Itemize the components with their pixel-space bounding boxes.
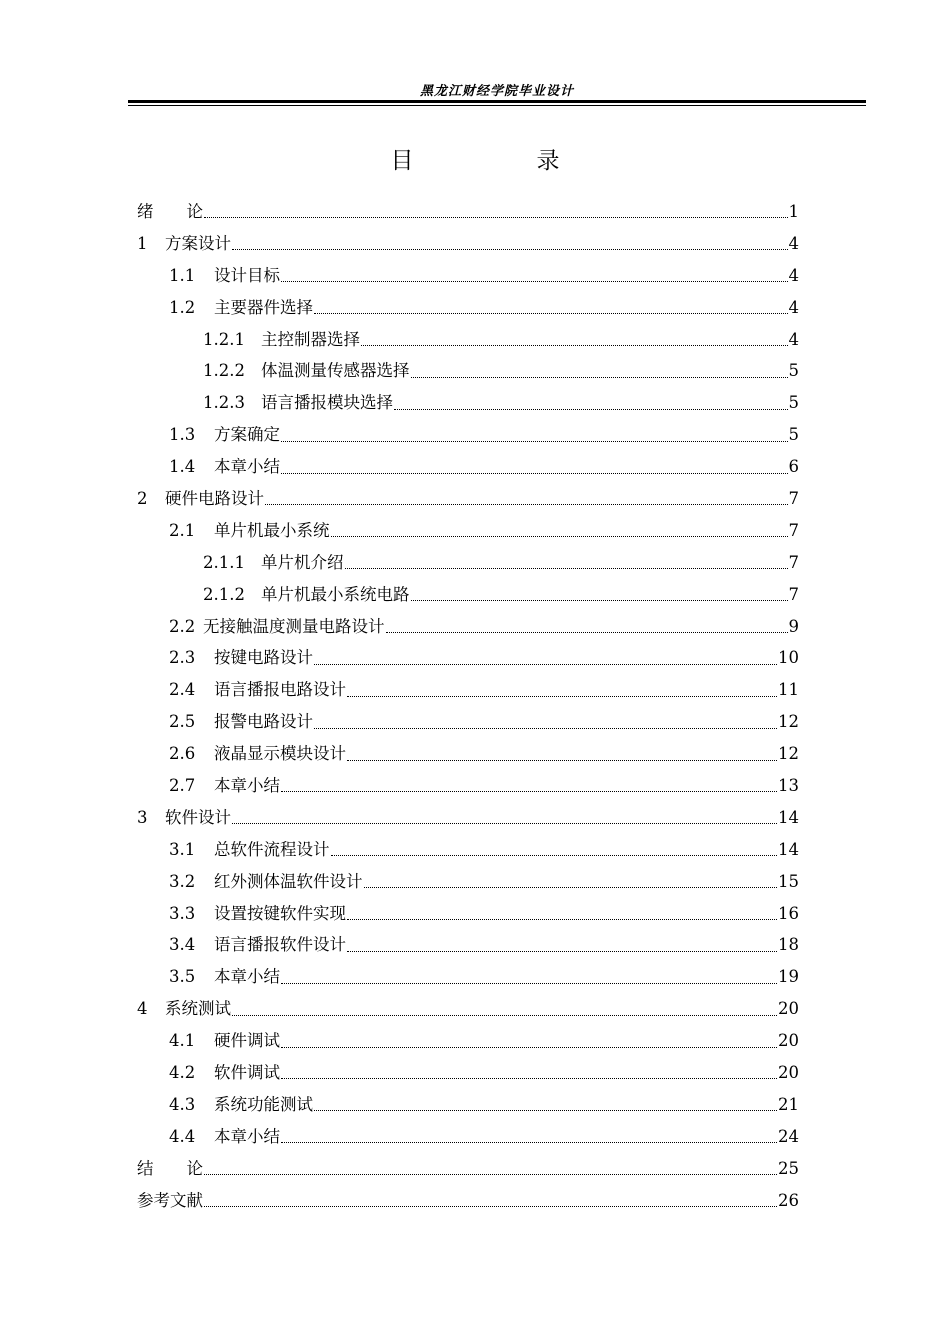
- toc-entry-label: 本章小结: [214, 776, 280, 796]
- toc-entry-number: 2.6: [169, 744, 196, 764]
- toc-entry-label: 按键电路设计: [214, 648, 313, 668]
- toc-entry-page: 16: [778, 903, 799, 923]
- toc-entry-label: 设置按键软件实现: [214, 903, 346, 923]
- toc-dot-leader: [281, 441, 788, 442]
- toc-entry-page: 4: [788, 265, 799, 285]
- toc-dot-leader: [232, 823, 777, 824]
- toc-entry-label: 本章小结: [214, 967, 280, 987]
- toc-dot-leader: [281, 1047, 777, 1048]
- toc-entry-label: 红外测体温软件设计: [214, 871, 363, 891]
- toc-entry[interactable]: [137, 547, 799, 579]
- toc-entry-page: 5: [788, 425, 799, 445]
- toc-dot-leader: [204, 1174, 777, 1175]
- toc-entry-label: 语言播报电路设计: [214, 680, 346, 700]
- toc-entry-number: 4.1: [169, 1031, 196, 1051]
- toc-entry-number: 2.2: [169, 616, 196, 636]
- toc-entry-label: 语言播报模块选择: [261, 393, 393, 413]
- toc-entry[interactable]: [137, 260, 799, 292]
- toc-entry[interactable]: [137, 706, 799, 738]
- toc-entry-page: 5: [788, 393, 799, 413]
- toc-entry[interactable]: [137, 324, 799, 356]
- toc-dot-leader: [265, 504, 788, 505]
- toc-dot-leader: [347, 760, 777, 761]
- toc-entry[interactable]: [137, 228, 799, 260]
- toc-entry-number: 1.2.3: [203, 393, 245, 413]
- toc-entry-label: 主控制器选择: [261, 329, 360, 349]
- toc-entry-page: 4: [788, 329, 799, 349]
- toc-entry-page: 7: [788, 489, 799, 509]
- toc-dot-leader: [281, 1142, 777, 1143]
- toc-entry-page: 1: [788, 202, 799, 221]
- toc-entry[interactable]: [137, 738, 799, 770]
- toc-entry[interactable]: [137, 993, 799, 1025]
- header-rule-thin: [128, 105, 866, 106]
- toc-entry[interactable]: [137, 292, 799, 324]
- toc-entry-label: 单片机最小系统: [214, 520, 330, 540]
- toc-entry[interactable]: [137, 196, 799, 228]
- toc-dot-leader: [281, 983, 777, 984]
- toc-entry-label: 单片机介绍: [261, 552, 344, 572]
- toc-entry-page: 7: [788, 520, 799, 540]
- toc-entry-number: 3.2: [169, 871, 196, 891]
- toc-entry[interactable]: [137, 355, 799, 387]
- toc-dot-leader: [347, 696, 777, 697]
- toc-entry-label: 主要器件选择: [214, 297, 313, 317]
- toc-dot-leader: [281, 791, 777, 792]
- toc-entry-page: 10: [778, 648, 799, 668]
- toc-dot-leader: [331, 855, 778, 856]
- toc-entry-number: 2.3: [169, 648, 196, 668]
- toc-entry-number: 4.3: [169, 1094, 196, 1114]
- toc-dot-leader: [314, 728, 777, 729]
- toc-entry-number: 4.4: [169, 1126, 196, 1146]
- toc-entry-label: 本章小结: [214, 457, 280, 477]
- toc-entry-page: 5: [788, 361, 799, 381]
- toc-entry-page: 4: [788, 233, 799, 253]
- toc-entry-label: 设计目标: [214, 265, 280, 285]
- toc-dot-leader: [314, 1110, 777, 1111]
- toc-entry-page: 20: [778, 1063, 799, 1083]
- toc-entry-number: 3.1: [169, 839, 196, 859]
- toc-entry-page: 4: [788, 297, 799, 317]
- toc-dot-leader: [232, 1015, 777, 1016]
- toc-entry-page: 12: [778, 712, 799, 732]
- toc-entry-number: 1: [137, 233, 148, 253]
- toc-entry-label: 液晶显示模块设计: [214, 744, 346, 764]
- toc-entry-label: 方案设计: [165, 233, 231, 253]
- toc-entry[interactable]: [137, 387, 799, 419]
- toc-entry[interactable]: [137, 1185, 799, 1217]
- toc-entry[interactable]: [137, 515, 799, 547]
- toc-entry[interactable]: [137, 419, 799, 451]
- table-of-contents: [137, 196, 799, 1217]
- toc-dot-leader: [204, 1206, 777, 1207]
- toc-entry-number: 3.4: [169, 935, 196, 955]
- toc-entry-page: 20: [778, 999, 799, 1019]
- toc-dot-leader: [331, 536, 788, 537]
- toc-entry[interactable]: [137, 770, 799, 802]
- toc-entry[interactable]: [137, 642, 799, 674]
- toc-entry[interactable]: [137, 1057, 799, 1089]
- toc-entry-page: 26: [778, 1190, 799, 1210]
- toc-entry-number: 2.1.2: [203, 584, 245, 604]
- toc-entry-label: 参考文献: [137, 1190, 203, 1210]
- toc-entry[interactable]: [137, 898, 799, 930]
- toc-dot-leader: [386, 632, 788, 633]
- toc-dot-leader: [411, 600, 788, 601]
- toc-entry[interactable]: [137, 1025, 799, 1057]
- toc-entry-number: 3: [137, 807, 148, 827]
- toc-entry-label: 绪 论: [137, 202, 203, 221]
- toc-entry[interactable]: [137, 961, 799, 993]
- toc-entry-label: 软件设计: [165, 807, 231, 827]
- toc-entry-page: 13: [778, 776, 799, 796]
- toc-entry-number: 2.5: [169, 712, 196, 732]
- toc-entry[interactable]: [137, 579, 799, 611]
- toc-entry-page: 18: [778, 935, 799, 955]
- toc-entry-number: 1.2.1: [203, 329, 245, 349]
- toc-entry-page: 25: [778, 1158, 799, 1178]
- toc-entry-label: 体温测量传感器选择: [261, 361, 410, 381]
- toc-entry-number: 4: [137, 999, 148, 1019]
- toc-entry-number: 1.1: [169, 265, 196, 285]
- toc-entry-page: 9: [788, 616, 799, 636]
- toc-entry-page: 21: [778, 1094, 799, 1114]
- page-header: 黑龙江财经学院毕业设计: [419, 84, 574, 99]
- toc-dot-leader: [347, 919, 777, 920]
- toc-entry-label: 方案确定: [214, 425, 280, 445]
- toc-entry-label: 结 论: [137, 1158, 203, 1178]
- toc-entry-page: 14: [778, 839, 799, 859]
- toc-dot-leader: [314, 664, 777, 665]
- toc-entry-page: 11: [778, 680, 799, 700]
- toc-entry-number: 2: [137, 489, 148, 509]
- header-rule-thick: [128, 100, 866, 103]
- toc-entry[interactable]: [137, 611, 799, 643]
- toc-entry-label: 总软件流程设计: [214, 839, 330, 859]
- toc-entry[interactable]: [137, 674, 799, 706]
- toc-entry-page: 6: [788, 457, 799, 477]
- toc-entry[interactable]: [137, 483, 799, 515]
- toc-entry-label: 本章小结: [214, 1126, 280, 1146]
- toc-entry[interactable]: [137, 1089, 799, 1121]
- toc-dot-leader: [345, 568, 788, 569]
- toc-entry-label: 系统功能测试: [214, 1094, 313, 1114]
- toc-entry-number: 2.7: [169, 776, 196, 796]
- toc-entry-label: 软件调试: [214, 1063, 280, 1083]
- toc-entry-label: 系统测试: [165, 999, 231, 1019]
- toc-title: 目 录: [390, 148, 610, 174]
- toc-entry-number: 3.5: [169, 967, 196, 987]
- toc-dot-leader: [364, 887, 778, 888]
- toc-entry-number: 2.1.1: [203, 552, 245, 572]
- toc-entry-label: 报警电路设计: [214, 712, 313, 732]
- toc-entry-page: 7: [788, 552, 799, 572]
- toc-entry-page: 7: [788, 584, 799, 604]
- toc-entry-label: 硬件调试: [214, 1031, 280, 1051]
- toc-dot-leader: [204, 217, 788, 218]
- toc-dot-leader: [281, 281, 788, 282]
- toc-entry-label: 无接触温度测量电路设计: [203, 616, 385, 636]
- toc-entry-page: 20: [778, 1031, 799, 1051]
- toc-dot-leader: [347, 951, 777, 952]
- toc-entry-page: 15: [778, 871, 799, 891]
- toc-dot-leader: [232, 249, 788, 250]
- toc-entry-number: 3.3: [169, 903, 196, 923]
- toc-entry[interactable]: [137, 929, 799, 961]
- toc-entry-number: 4.2: [169, 1063, 196, 1083]
- toc-entry-label: 语言播报软件设计: [214, 935, 346, 955]
- toc-dot-leader: [281, 473, 788, 474]
- toc-entry-number: 2.4: [169, 680, 196, 700]
- toc-entry[interactable]: [137, 451, 799, 483]
- toc-dot-leader: [361, 345, 788, 346]
- toc-entry-label: 单片机最小系统电路: [261, 584, 410, 604]
- toc-entry-number: 1.4: [169, 457, 196, 477]
- toc-entry[interactable]: [137, 802, 799, 834]
- toc-entry-label: 硬件电路设计: [165, 489, 264, 509]
- toc-entry-number: 1.2: [169, 297, 196, 317]
- toc-entry[interactable]: [137, 834, 799, 866]
- toc-entry-number: 1.2.2: [203, 361, 245, 381]
- toc-entry-page: 14: [778, 807, 799, 827]
- toc-entry-number: 2.1: [169, 520, 196, 540]
- toc-dot-leader: [314, 313, 788, 314]
- toc-entry[interactable]: [137, 866, 799, 898]
- toc-entry[interactable]: [137, 1153, 799, 1185]
- toc-entry-number: 1.3: [169, 425, 196, 445]
- toc-entry-page: 19: [778, 967, 799, 987]
- toc-entry-page: 12: [778, 744, 799, 764]
- toc-dot-leader: [394, 409, 788, 410]
- toc-entry-page: 24: [778, 1126, 799, 1146]
- toc-entry[interactable]: [137, 1121, 799, 1153]
- toc-dot-leader: [411, 377, 788, 378]
- toc-dot-leader: [281, 1078, 777, 1079]
